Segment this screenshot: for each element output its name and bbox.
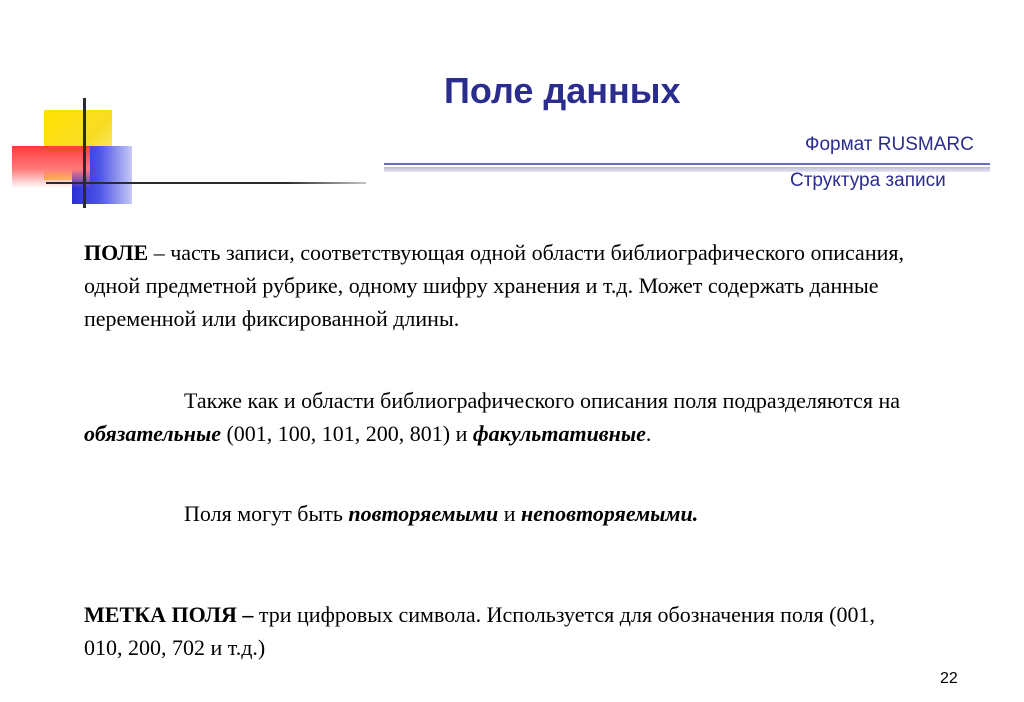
text-segment: Поля могут быть	[184, 501, 349, 526]
definition-text: три цифровых символа. Используется для обозначения поля (001, 010, 200, 702 и т.д.)	[84, 602, 876, 660]
text-segment: и	[498, 501, 521, 526]
logo-vertical-line	[83, 98, 86, 208]
slide-title: Поле данных	[444, 70, 681, 111]
paragraph-field-types	[84, 384, 904, 450]
text-segment: Также как и области библиографического описания поля подразделяются на	[184, 388, 900, 413]
term-field-tag: МЕТКА ПОЛЯ –	[84, 602, 254, 627]
emphasis-optional: факультативные	[472, 421, 646, 446]
paragraph-repeatability	[184, 497, 1004, 530]
term-field: ПОЛЕ	[84, 240, 149, 265]
page-number: 22	[940, 670, 958, 687]
logo-horizontal-line	[46, 182, 366, 184]
emphasis-non-repeatable: неповторяемыми.	[520, 501, 699, 526]
paragraph-field-definition	[84, 236, 904, 335]
text-segment: .	[645, 421, 652, 446]
paragraph-field-tag	[84, 598, 904, 664]
definition-text: – часть записи, соответствующая одной области библиографического описания, одной предметной рубрике, одному шифру хранения и т.д. Может содержать данные переменной или фиксированной длины.	[84, 240, 904, 331]
subtitle-format: Формат RUSMARC	[805, 134, 974, 155]
emphasis-repeatable: повторяемыми	[348, 501, 499, 526]
emphasis-mandatory: обязательные	[84, 421, 221, 446]
text-segment: (001, 100, 101, 200, 801) и	[220, 421, 473, 446]
divider-line	[384, 163, 990, 165]
subtitle-structure: Структура записи	[790, 170, 946, 191]
